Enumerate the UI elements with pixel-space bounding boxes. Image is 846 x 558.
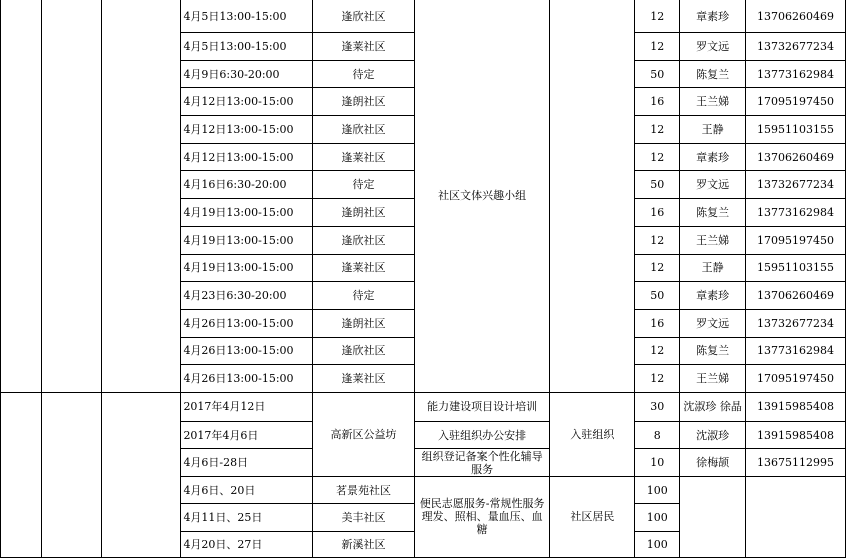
count-cell: 12 <box>635 143 680 171</box>
count-cell: 100 <box>635 504 680 532</box>
audience-cell: 社区居民 <box>550 476 635 557</box>
place-cell: 待定 <box>313 282 415 310</box>
place-cell: 逢欣社区 <box>313 337 415 365</box>
time-cell: 4月5日13:00-15:00 <box>181 0 313 33</box>
place-cell: 逢朗社区 <box>313 88 415 116</box>
phone-cell: 13915985408 <box>746 392 846 421</box>
contact-cell: 罗文远 <box>680 309 746 337</box>
group-a-blank-col3 <box>101 0 181 392</box>
time-cell: 4月12日13:00-15:00 <box>181 143 313 171</box>
table-row <box>1 0 846 33</box>
count-cell: 100 <box>635 476 680 504</box>
content-cell: 入驻组织办公安排 <box>414 421 550 449</box>
phone-cell: 17095197450 <box>746 226 846 254</box>
time-cell: 4月26日13:00-15:00 <box>181 365 313 393</box>
time-cell: 4月26日13:00-15:00 <box>181 337 313 365</box>
count-cell: 12 <box>635 116 680 144</box>
contact-cell: 罗文远 <box>680 171 746 199</box>
contact-cell <box>680 476 746 557</box>
place-cell: 逢莱社区 <box>313 33 415 61</box>
contact-cell: 王兰娣 <box>680 88 746 116</box>
count-cell: 50 <box>635 171 680 199</box>
place-cell: 逢莱社区 <box>313 365 415 393</box>
phone-cell: 15951103155 <box>746 116 846 144</box>
time-cell: 2017年4月6日 <box>181 421 313 449</box>
count-cell: 50 <box>635 282 680 310</box>
content-cell: 组织登记备案个性化辅导服务 <box>414 449 550 477</box>
count-cell: 16 <box>635 199 680 227</box>
count-cell: 16 <box>635 88 680 116</box>
time-cell: 4月19日13:00-15:00 <box>181 199 313 227</box>
phone-cell: 13675112995 <box>746 449 846 477</box>
time-cell: 4月9日6:30-20:00 <box>181 60 313 88</box>
time-cell: 4月19日13:00-15:00 <box>181 226 313 254</box>
count-cell: 50 <box>635 60 680 88</box>
phone-cell: 13706260469 <box>746 282 846 310</box>
contact-cell: 罗文远 <box>680 33 746 61</box>
contact-cell: 陈复兰 <box>680 199 746 227</box>
phone-cell: 13732677234 <box>746 171 846 199</box>
place-cell: 逢莱社区 <box>313 254 415 282</box>
place-cell: 逢朗社区 <box>313 309 415 337</box>
contact-cell: 沈淑珍 徐晶 <box>680 392 746 421</box>
count-cell: 12 <box>635 226 680 254</box>
phone-cell: 13773162984 <box>746 60 846 88</box>
audience-cell <box>550 0 635 392</box>
time-cell: 4月26日13:00-15:00 <box>181 309 313 337</box>
time-cell: 4月11日、25日 <box>181 504 313 532</box>
count-cell: 12 <box>635 0 680 33</box>
group-bc-blank-col3 <box>101 392 181 557</box>
count-cell: 30 <box>635 392 680 421</box>
place-cell: 美丰社区 <box>313 504 415 532</box>
place-cell: 逢欣社区 <box>313 116 415 144</box>
contact-cell: 章素珍 <box>680 143 746 171</box>
place-cell: 新溪社区 <box>313 531 415 557</box>
contact-cell: 徐梅颉 <box>680 449 746 477</box>
time-cell: 4月19日13:00-15:00 <box>181 254 313 282</box>
phone-cell: 13732677234 <box>746 33 846 61</box>
phone-cell: 13732677234 <box>746 309 846 337</box>
time-cell: 4月5日13:00-15:00 <box>181 33 313 61</box>
audience-cell: 入驻组织 <box>550 392 635 476</box>
phone-cell: 13706260469 <box>746 0 846 33</box>
contact-cell: 陈复兰 <box>680 60 746 88</box>
contact-cell: 王静 <box>680 254 746 282</box>
group-a-blank-col2 <box>41 0 101 392</box>
content-cell: 能力建设项目设计培训 <box>414 392 550 421</box>
time-cell: 4月12日13:00-15:00 <box>181 116 313 144</box>
table-row <box>1 392 846 421</box>
contact-cell: 王兰娣 <box>680 226 746 254</box>
contact-cell: 章素珍 <box>680 282 746 310</box>
place-cell: 逢欣社区 <box>313 226 415 254</box>
time-cell: 4月20日、27日 <box>181 531 313 557</box>
contact-cell: 王静 <box>680 116 746 144</box>
contact-cell: 章素珍 <box>680 0 746 33</box>
place-cell: 茗景苑社区 <box>313 476 415 504</box>
place-cell: 高新区公益坊 <box>313 392 415 476</box>
phone-cell <box>746 476 846 557</box>
count-cell: 12 <box>635 365 680 393</box>
count-cell: 8 <box>635 421 680 449</box>
phone-cell: 15951103155 <box>746 254 846 282</box>
phone-cell: 13773162984 <box>746 337 846 365</box>
time-cell: 4月6日、20日 <box>181 476 313 504</box>
time-cell: 4月6日-28日 <box>181 449 313 477</box>
contact-cell: 王兰娣 <box>680 365 746 393</box>
group-bc-blank-col2 <box>41 392 101 557</box>
content-cell: 便民志愿服务-常规性服务理发、照相、量血压、血糖 <box>414 476 550 557</box>
count-cell: 12 <box>635 33 680 61</box>
time-cell: 4月12日13:00-15:00 <box>181 88 313 116</box>
phone-cell: 13915985408 <box>746 421 846 449</box>
phone-cell: 17095197450 <box>746 365 846 393</box>
place-cell: 逢欣社区 <box>313 0 415 33</box>
place-cell: 待定 <box>313 171 415 199</box>
group-a-blank-col1 <box>1 0 42 392</box>
group-bc-blank-col1 <box>1 392 42 557</box>
place-cell: 逢莱社区 <box>313 143 415 171</box>
contact-cell: 陈复兰 <box>680 337 746 365</box>
content-cell: 社区文体兴趣小组 <box>414 0 550 392</box>
count-cell: 100 <box>635 531 680 557</box>
contact-cell: 沈淑珍 <box>680 421 746 449</box>
place-cell: 待定 <box>313 60 415 88</box>
time-cell: 4月23日6:30-20:00 <box>181 282 313 310</box>
count-cell: 12 <box>635 337 680 365</box>
count-cell: 12 <box>635 254 680 282</box>
phone-cell: 17095197450 <box>746 88 846 116</box>
count-cell: 10 <box>635 449 680 477</box>
phone-cell: 13706260469 <box>746 143 846 171</box>
phone-cell: 13773162984 <box>746 199 846 227</box>
time-cell: 2017年4月12日 <box>181 392 313 421</box>
place-cell: 逢朗社区 <box>313 199 415 227</box>
time-cell: 4月16日6:30-20:00 <box>181 171 313 199</box>
count-cell: 16 <box>635 309 680 337</box>
